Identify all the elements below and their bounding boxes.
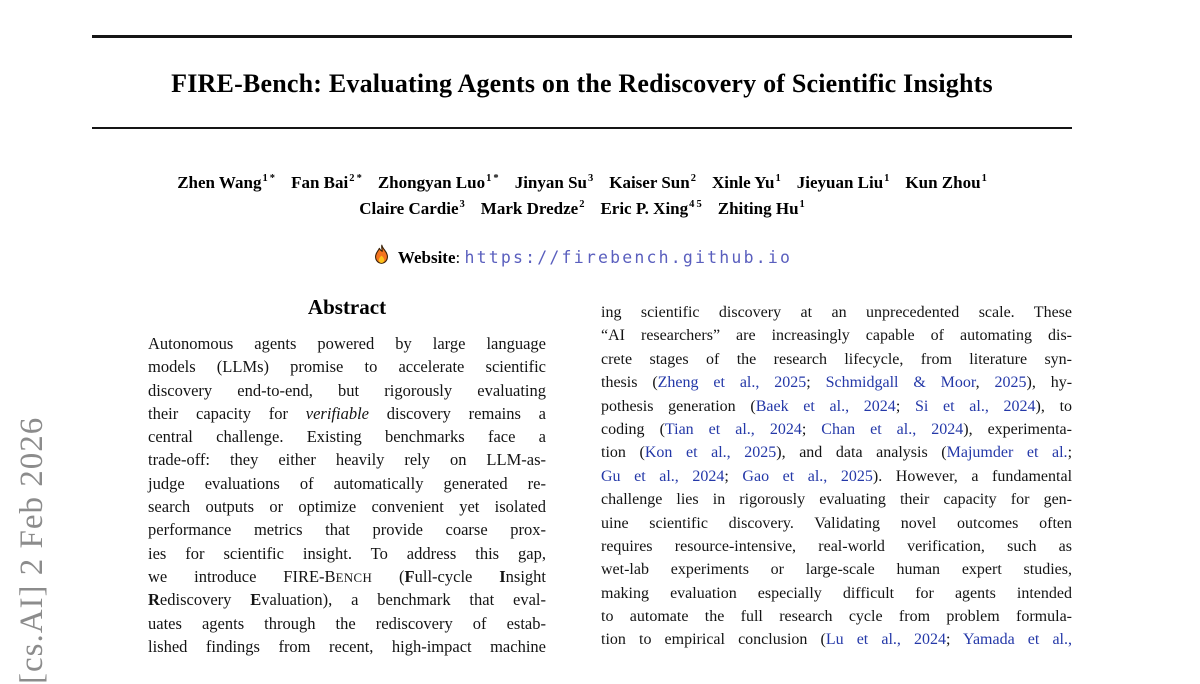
introduction-column: [601, 301, 1072, 652]
text-line: [148, 542, 546, 565]
text-segment: “AI researchers” are increasingly capable of automating dis-: [601, 327, 1072, 345]
text-segment: lished findings from recent, high-impact machine: [148, 636, 546, 656]
text-segment: ), experimenta-: [963, 420, 1072, 438]
author-affiliation-sup: 2: [579, 199, 585, 211]
text-segment: ies for scientific insight. To address this gap,: [148, 543, 546, 563]
citation-link[interactable]: Tian et al., 2024: [664, 420, 802, 438]
text-segment: making evaluation especially difficult for agents intended: [601, 584, 1072, 602]
text-segment: uine scientific discovery. Validating novel outcomes often: [601, 514, 1072, 532]
text-line: [601, 558, 1072, 581]
text-segment: judge evaluations of automatically generated re-: [148, 473, 546, 493]
text-segment: ;: [801, 420, 822, 438]
author: Zhiting Hu$^1$: [717, 199, 805, 218]
text-segment: ;: [895, 397, 915, 415]
text-segment: ENCH: [335, 570, 373, 585]
website-line: [92, 244, 1072, 268]
text-segment: challenge lies in rigorously evaluating their capacity for gen-: [601, 491, 1072, 509]
author-affiliation-sup: 3: [587, 173, 594, 185]
text-segment: coding (: [601, 420, 665, 438]
text-line: [601, 395, 1072, 418]
text-segment: we introduce FIRE-B: [148, 566, 336, 586]
citation-link[interactable]: Baek et al., 2024: [755, 397, 896, 415]
website-separator: :: [455, 248, 465, 267]
citation-link[interactable]: Gao et al., 2025: [742, 467, 873, 485]
text-segment: pothesis generation (: [601, 397, 756, 415]
website-link[interactable]: https://firebench.github.io: [464, 248, 793, 267]
text-line: [148, 518, 546, 541]
author: Xinle Yu$^1$: [711, 173, 781, 192]
author-affiliation-sup: 1: [799, 199, 805, 211]
abstract-body: [148, 332, 546, 658]
text-line: [148, 588, 546, 611]
text-segment: wet-lab experiments or large-scale human expert studies,: [601, 561, 1072, 579]
text-segment: performance metrics that provide coarse prox-: [148, 520, 546, 540]
citation-link[interactable]: Schmidgall & Moor: [825, 374, 976, 392]
author-affiliation-sup: 2 *: [349, 173, 362, 185]
text-line: [148, 612, 546, 635]
text-line: [148, 355, 546, 378]
text-line: [148, 379, 546, 402]
text-segment: ediscovery: [159, 590, 251, 610]
citation-link[interactable]: Lu et al., 2024: [825, 631, 947, 649]
text-line: [601, 465, 1072, 488]
citation-link[interactable]: Si et al., 2024: [914, 397, 1036, 415]
citation-link[interactable]: Gu et al., 2024: [601, 467, 725, 485]
text-segment: models (LLMs) promise to accelerate scientific: [148, 357, 546, 377]
text-line: [601, 512, 1072, 535]
text-segment: nsight: [505, 566, 546, 586]
author-affiliation-sup: 2: [690, 173, 696, 185]
website-label: Website: [397, 248, 456, 267]
arxiv-watermark: [cs.AI] 2 Feb 2026: [14, 416, 50, 684]
text-line: [601, 418, 1072, 441]
text-segment: search outputs or optimize convenient yet isolated: [148, 497, 546, 517]
text-segment: ), and data analysis (: [776, 444, 947, 462]
text-segment: uates agents through the rediscovery of estab-: [148, 613, 546, 633]
text-line: [601, 488, 1072, 511]
text-line: [148, 565, 546, 588]
author: Zhen Wang$^{1 *}$: [177, 173, 276, 192]
text-segment: their capacity for: [148, 403, 306, 423]
citation-link[interactable]: 2025: [994, 374, 1027, 392]
author-line-2: [92, 196, 1072, 222]
author-affiliation-sup: 1: [981, 173, 987, 185]
title-rule-bottom: [92, 127, 1072, 129]
text-segment: requires resource-intensive, real-world verification, such as: [601, 537, 1072, 555]
text-segment: ;: [806, 374, 826, 392]
author: Claire Cardie$^3$: [359, 199, 465, 218]
text-segment: discovery remains a: [368, 403, 546, 423]
text-segment: ;: [946, 631, 963, 649]
text-segment: discovery end-to-end, but rigorously evaluating: [148, 380, 546, 400]
text-segment: ing scientific discovery at an unprecedented scale. These: [601, 304, 1072, 321]
author-affiliation-sup: 3: [459, 199, 465, 211]
text-segment: ), hy-: [1026, 374, 1073, 392]
author-affiliation-sup: 1 *: [486, 173, 499, 185]
author-block: [92, 170, 1072, 222]
text-segment: ). However, a fundamental: [872, 467, 1073, 485]
citation-link[interactable]: Chan et al., 2024: [821, 420, 964, 438]
paper-title: FIRE-Bench: Evaluating Agents on the Rediscovery of Scientific Insights: [171, 69, 993, 98]
text-segment: tion to empirical conclusion (: [601, 631, 826, 649]
text-line: [148, 635, 546, 658]
text-line: [148, 448, 546, 471]
text-segment: ull-cycle: [414, 566, 500, 586]
author: Zhongyan Luo$^{1 *}$: [377, 173, 499, 192]
author: Jinyan Su$^3$: [514, 173, 594, 192]
text-line: [601, 582, 1072, 605]
author: Kaiser Sun$^2$: [609, 173, 696, 192]
text-line: [148, 425, 546, 448]
abstract-heading: Abstract: [307, 295, 387, 319]
citation-link[interactable]: Zheng et al., 2025: [657, 374, 807, 392]
text-segment: trade-off: they either heavily rely on LLM-as-: [148, 450, 546, 470]
text-segment: ;: [724, 467, 743, 485]
author-affiliation-sup: 4 5: [689, 199, 702, 211]
text-segment: (: [372, 566, 405, 586]
author: Eric P. Xing$^{4 5}$: [600, 199, 702, 218]
text-line: [601, 535, 1072, 558]
text-line: [601, 371, 1072, 394]
author-affiliation-sup: 1: [884, 173, 890, 185]
author: Jieyuan Liu$^1$: [796, 173, 890, 192]
text-segment: thesis (: [601, 374, 658, 392]
text-segment: tion (: [601, 444, 645, 462]
text-line: [601, 301, 1072, 324]
text-segment: to automate the full research cycle from problem formula-: [601, 608, 1072, 626]
citation-link[interactable]: Majumder et al.: [946, 444, 1068, 462]
author: Kun Zhou$^1$: [905, 173, 987, 192]
text-line: [148, 472, 546, 495]
author-affiliation-sup: 1: [775, 173, 781, 185]
text-line: [148, 332, 546, 355]
text-segment: verifiable: [305, 403, 369, 423]
text-line: [148, 495, 546, 518]
citation-link[interactable]: Kon et al., 2025: [644, 444, 777, 462]
text-segment: E: [250, 590, 262, 610]
text-line: [601, 628, 1072, 651]
citation-link[interactable]: Yamada et al.,: [962, 631, 1072, 649]
author-affiliation-sup: 1 *: [262, 173, 276, 185]
text-segment: central challenge. Existing benchmarks face a: [148, 427, 546, 447]
text-segment: ), to: [1035, 397, 1073, 415]
text-line: [601, 324, 1072, 347]
author-line-1: [92, 170, 1072, 196]
text-segment: crete stages of the research lifecycle, from literature syn-: [601, 350, 1072, 368]
text-line: [601, 441, 1072, 464]
text-line: [148, 402, 546, 425]
text-segment: ;: [1067, 444, 1073, 462]
text-segment: valuation), a benchmark that eval-: [261, 590, 546, 610]
author: Fan Bai$^{2 *}$: [291, 173, 362, 192]
text-segment: I: [499, 566, 506, 586]
title-rule-top: [92, 35, 1072, 38]
text-segment: F: [404, 566, 415, 586]
flame-icon: [372, 244, 391, 267]
text-line: [601, 605, 1072, 628]
text-segment: ,: [975, 374, 995, 392]
author: Mark Dredze$^2$: [480, 199, 585, 218]
text-line: [601, 348, 1072, 371]
text-segment: Autonomous agents powered by large language: [148, 334, 546, 353]
text-segment: R: [148, 590, 160, 610]
